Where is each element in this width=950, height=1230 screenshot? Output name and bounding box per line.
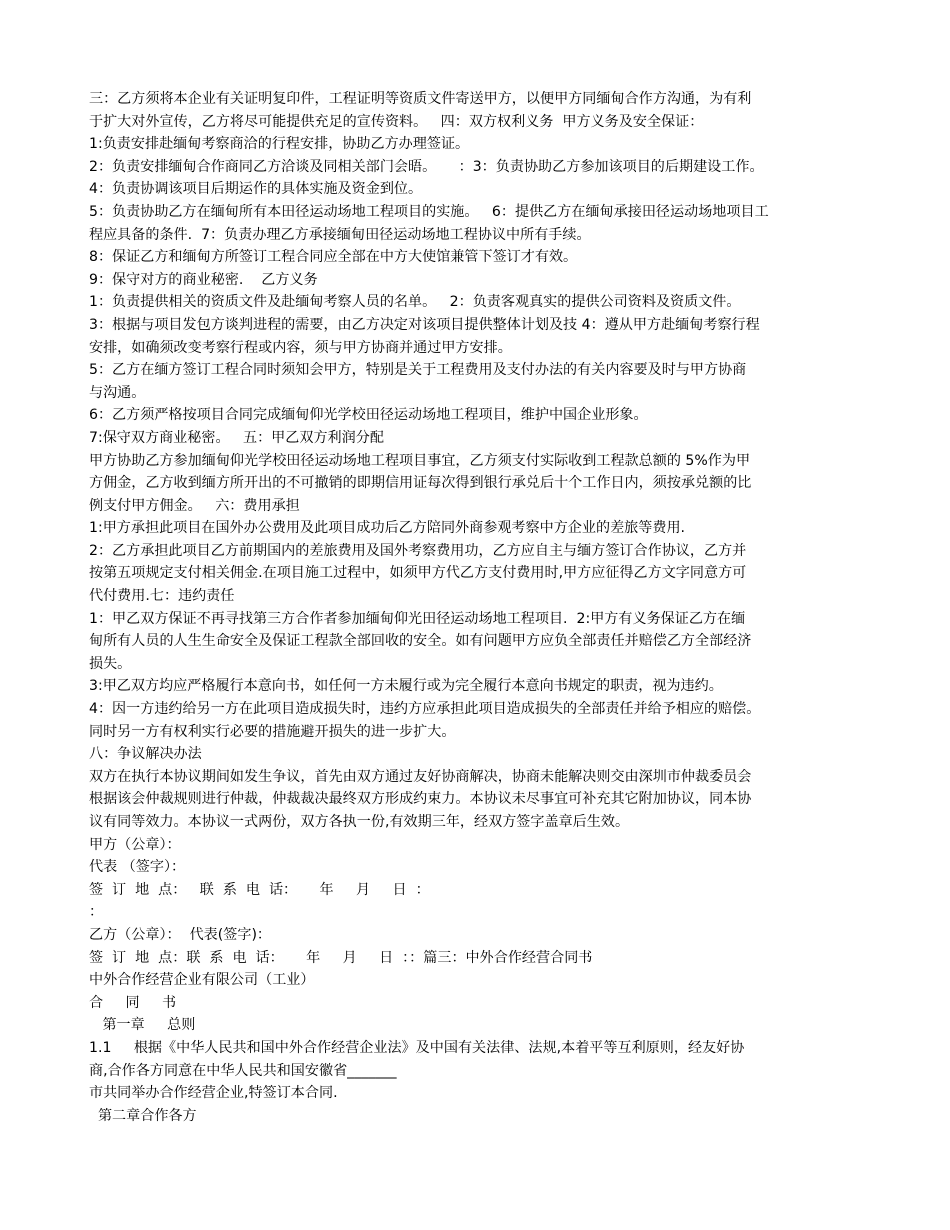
text-line: 市共同举办合作经营企业,特签订本合同. bbox=[89, 1085, 338, 1102]
text-line: 同时另一方有权利实行必要的措施避开损失的进一步扩大。 bbox=[89, 723, 456, 740]
text-line: 中外合作经营企业有限公司（工业） bbox=[89, 972, 315, 989]
text-line: 6：乙方须严格按项目合同完成缅甸仰光学校田径运动场地工程项目，维护中国企业形象。 bbox=[89, 407, 648, 424]
text-line: 甲方协助乙方参加缅甸仰光学校田径运动场地工程项目事宜，乙方须支付实际收到工程款总额的 5%作为甲 bbox=[89, 452, 751, 469]
text-line: 三：乙方须将本企业有关证明复印件，工程证明等资质文件寄送甲方，以便甲方同缅甸合作方沟通，为有利 bbox=[89, 91, 752, 107]
text-line: 甲方（公章）： bbox=[89, 836, 181, 853]
text-line: ： bbox=[89, 904, 104, 921]
text-line: 4：因一方违约给另一方在此项目造成损失时，违约方应承担此项目造成损失的全部责任并给予相应的赔偿。 bbox=[89, 701, 761, 718]
text-line: 第一章 总则 bbox=[89, 1017, 196, 1034]
text-line: 双方在执行本协议期间如发生争议，首先由双方通过友好协商解决，协商未能解决则交由深圳市仲裁委员会 bbox=[89, 768, 752, 785]
text-line: 合 同 书 bbox=[89, 994, 177, 1011]
text-line: 议有同等效力。本协议一式两份，双方各执一份,有效期三年，经双方签字盖章后生效。 bbox=[89, 814, 630, 830]
text-line: 按第五项规定支付相关佣金.在项目施工过程中，如须甲方代乙方支付费用时,甲方应征得乙方文字同意方可 bbox=[89, 565, 747, 582]
text-line: 损失。 bbox=[89, 655, 132, 672]
text-line: 3：根据与项目发包方谈判进程的需要，由乙方决定对该项目提供整体计划及技 4：遵从甲方赴缅甸考察行程 bbox=[89, 316, 760, 333]
text-line: 7:保守双方商业秘密。 五：甲乙双方利润分配 bbox=[89, 429, 384, 446]
text-line: 5：负责协助乙方在缅甸所有本田径运动场地工程项目的实施。 6：提供乙方在缅甸承接田径运动场地项目工 bbox=[89, 203, 769, 220]
text-line: 代表 （签字）： bbox=[89, 859, 186, 876]
text-line: 程应具备的条件. 7：负责办理乙方承接缅甸田径运动场地工程协议中所有手续。 bbox=[89, 226, 591, 243]
text-line: 商,合作各方同意在中华人民共和国安徽省_______ bbox=[89, 1062, 397, 1079]
text-line: 1:负责安排赴缅甸考察商洽的行程安排，协助乙方办理签证。 bbox=[89, 136, 470, 153]
text-line: 第二章合作各方 bbox=[89, 1107, 197, 1124]
text-line: 代付费用.七：违约责任 bbox=[89, 588, 235, 605]
text-line: 1.1 根据《中华人民共和国中外合作经营企业法》及中国有关法律、法规,本着平等互利原则，经友好协 bbox=[89, 1039, 745, 1056]
text-line: 4：负责协调该项目后期运作的具体实施及资金到位。 bbox=[89, 181, 423, 198]
text-line: 5：乙方在缅方签订工程合同时须知会甲方，特别是关于工程费用及支付办法的有关内容要及时与甲方协商 bbox=[89, 362, 747, 379]
text-line: 例支付甲方佣金。 六：费用承担 bbox=[89, 497, 300, 514]
text-line: 2：负责安排缅甸合作商同乙方洽谈及同相关部门会晤。 ：3：负责协助乙方参加该项目的后期建设工作。 bbox=[89, 158, 764, 175]
text-line: 8：保证乙方和缅甸方所签订工程合同应全部在中方大使馆兼管下签订才有效。 bbox=[89, 249, 578, 266]
text-line: 于扩大对外宣传，乙方将尽可能提供充足的宣传资料。 四：双方权利义务 甲方义务及安全保证： bbox=[89, 113, 704, 130]
text-line: 9：保守对方的商业秘密. 乙方义务 bbox=[89, 271, 318, 288]
document-body bbox=[89, 88, 864, 1127]
text-line: 2：乙方承担此项目乙方前期国内的差旅费用及国外考察费用功，乙方应自主与缅方签订合作协议，乙方并 bbox=[89, 542, 747, 559]
text-line: 乙方（公章）： 代表(签字)： bbox=[89, 926, 272, 943]
text-line: 3:甲乙双方均应严格履行本意向书，如任何一方未履行或为完全履行本意向书规定的职责，视为违约。 bbox=[89, 678, 723, 695]
text-line: 安排，如确须改变考察行程或内容，须与甲方协商并通过甲方安排。 bbox=[89, 339, 512, 356]
text-line: 与沟通。 bbox=[89, 384, 146, 401]
text-line: 方佣金，乙方收到缅方所开出的不可撤销的即期信用证每次得到银行承兑后十个工作日内，须按承兑额的比 bbox=[89, 475, 752, 492]
text-line: 根据该会仲裁规则进行仲裁，仲裁裁决最终双方形成约束力。本协议未尽事宜可补充其它附加协议，同本协 bbox=[89, 791, 752, 808]
text-line: 签 订 地 点： 联 系 电 话： 年 月 日 ： bbox=[89, 881, 430, 898]
text-line: 甸所有人员的人生生命安全及保证工程款全部回收的安全。如有问题甲方应负全部责任并赔偿乙方全部经济 bbox=[89, 633, 752, 650]
text-line: 1:甲方承担此项目在国外办公费用及此项目成功后乙方陪同外商参观考察中方企业的差旅等费用. bbox=[89, 520, 686, 537]
text-line: 1：负责提供相关的资质文件及赴缅甸考察人员的名单。 2：负责客观真实的提供公司资料及资质文件。 bbox=[89, 294, 741, 311]
text-line: 1：甲乙双方保证不再寻找第三方合作者参加缅甸仰光田径运动场地工程项目. 2:甲方有义务保证乙方在缅 bbox=[89, 610, 746, 627]
text-line: 签 订 地 点：联 系 电 话： 年 月 日 ：：篇三：中外合作经营合同书 bbox=[89, 949, 593, 966]
text-line: 八：争议解决办法 bbox=[89, 746, 202, 763]
